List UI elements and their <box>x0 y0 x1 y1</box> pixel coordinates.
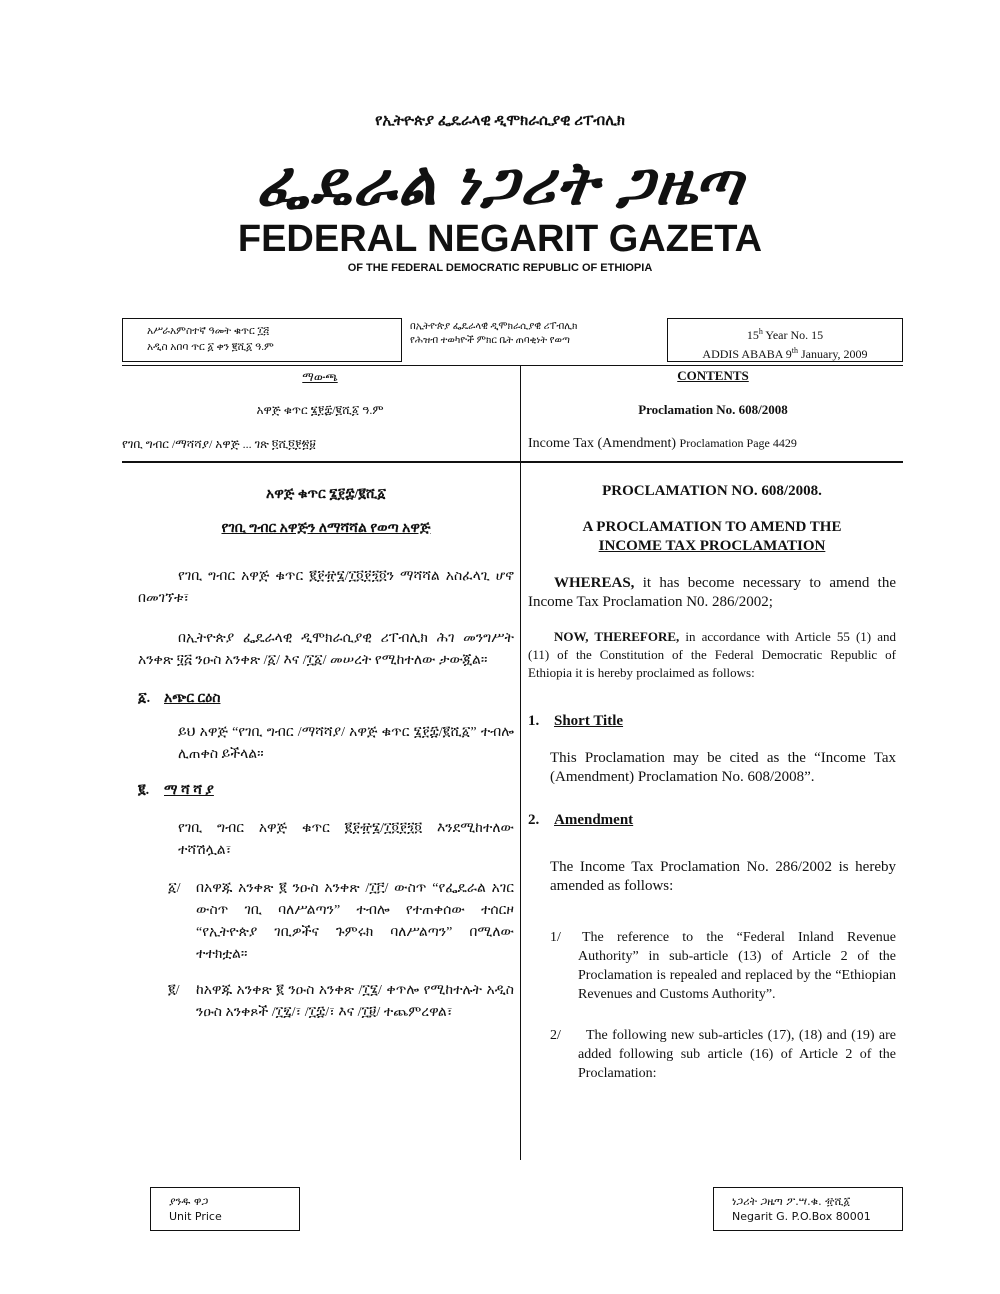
authority-line-1: በኢትዮጵያ ፌዴራላዊ ዲሞክራሲያዊ ሪፐብሊክ <box>410 321 578 332</box>
amharic-whereas: የገቢ ግብር አዋጅ ቁጥር ፪፻፹፮/፲፬፻፺፬ን ማሻሻል አስፈላጊ ሆኖ በመገኘቱ፣ <box>138 569 514 606</box>
contents-heading: CONTENTS <box>677 368 749 383</box>
po-box-amharic: ነጋሪት ጋዜጣ ፖ.ሣ.ቁ. ፹ሺ፩ <box>732 1195 851 1208</box>
contents-heading-amharic: ማውጫ <box>302 370 338 384</box>
english-now-therefore: NOW, THEREFORE, in accordance with Article 55 (1) and (11) of the Constitution of the Federal Democratic Republic of Ethiopia it is hereby proclaimed as follows: <box>528 629 896 680</box>
issue-info-amharic-box <box>122 318 402 362</box>
english-section-2-text: The Income Tax Proclamation No. 286/2002 is hereby amended as follows: <box>550 859 896 894</box>
unit-price-label: Unit Price <box>169 1210 222 1223</box>
english-section-1-text: This Proclamation may be cited as the “Income Tax (Amendment) Proclamation No. 608/2008”. <box>550 750 896 785</box>
amharic-section-1-text: ይህ አዋጅ “የገቢ ግብር /ማሻሻያ/ አዋጅ ቁጥር ፮፻፰/፪ሺ፩” ተብሎ ሊጠቀስ ይችላል። <box>178 725 514 762</box>
issue-line-1: አሥራአምስተኛ ዓመት ቁጥር ፲፭ <box>147 326 270 337</box>
masthead-amharic-title: ፌዴራል ነጋሪት ጋዜጣ <box>256 151 744 217</box>
amharic-proc-number: አዋጅ ቁጥር ፮፻፰/፪ሺ፩ <box>266 487 386 502</box>
amharic-item-1: ፩/ በአዋጁ አንቀጽ ፪ ንዑስ አንቀጽ /፲፫/ ውስጥ “የፌዴራል አገር ውስጥ ገቢ ባለሥልጣን” ተብሎ የተጠቀሰው ተሰርዞ “የኢትዮጵያ ገቢዎችና ጉምሩክ ባለሥልጣን” በሚለው ተተክቷል። <box>168 881 514 962</box>
english-section-1-title: 1. Short Title <box>528 713 624 729</box>
po-box-label: Negarit G. P.O.Box 80001 <box>732 1210 871 1223</box>
unit-price-box <box>150 1187 300 1231</box>
contents-entry: Income Tax (Amendment) Proclamation Page 4429 <box>528 436 797 451</box>
english-section-2-title: 2. Amendment <box>528 812 634 828</box>
amharic-section-2-text: የገቢ ግብር አዋጅ ቁጥር ፪፻፹፮/፲፬፻፺፬ እንደሚከተለው ተሻሽሏል፣ <box>178 821 514 858</box>
unit-price-amharic: ያንዱ ዋጋ <box>169 1195 209 1208</box>
authority-statement <box>406 318 668 362</box>
issue-line-2: አዲስ አበባ ጥር ፩ ቀን ፪ሺ፩ ዓ.ም <box>147 342 274 353</box>
masthead-amharic-line: የኢትዮጵያ ፌዴራላዊ ዲሞክራሲያዊ ሪፐብሊክ <box>375 113 625 129</box>
english-proc-number: PROCLAMATION NO. 608/2008. <box>602 483 822 499</box>
gazette-title: FEDERAL NEGARIT GAZETA <box>237 218 763 260</box>
amharic-now-therefore: በኢትዮጵያ ፌዴራላዊ ዲሞክራሲያዊ ሪፐብሊክ ሕገ መንግሥት አንቀጽ ፶፭ ንዑስ አንቀጽ /፩/ እና /፲፩/ መሠረት የሚከተለው ታውጇል። <box>138 631 514 668</box>
amharic-proc-title: የገቢ ግብር አዋጅን ለማሻሻል የወጣ አዋጅ <box>221 521 431 536</box>
amharic-section-1-title: ፩. አጭር ርዕስ <box>138 691 221 706</box>
english-item-2: 2/ The following new sub-articles (17), (18) and (19) are added following sub article (16) of Article 2 of the Proclamation: <box>550 1028 896 1081</box>
amharic-section-2-title: ፪. ማ ሻ ሻ ያ <box>138 783 214 798</box>
year-number: 15$^h$ Year No. 15 <box>746 327 824 342</box>
top-rule <box>122 365 903 366</box>
issue-date: ADDIS ABABA 9th January, 2009 <box>702 346 868 361</box>
english-title-line-1: A PROCLAMATION TO AMEND THE <box>582 519 842 535</box>
english-item-1: 1/ The reference to the “Federal Inland Revenue Authority” in sub-article (13) of Article 2 of the Proclamation is repealed and replaced by the “Ethiopian Revenues and Customs Authority”. <box>550 930 896 1002</box>
po-box-box <box>713 1187 903 1231</box>
column-divider <box>520 365 521 1160</box>
contents-proc: Proclamation No. 608/2008 <box>638 402 788 417</box>
contents-proc-amharic: አዋጅ ቁጥር ፮፻፰/፪ሺ፩ ዓ.ም <box>256 403 384 417</box>
amharic-column <box>138 482 514 1024</box>
english-column <box>528 482 896 1083</box>
english-whereas: WHEREAS, it has become necessary to amend the Income Tax Proclamation N0. 286/2002; <box>528 575 896 610</box>
issue-info-english-box <box>667 318 903 362</box>
english-title-line-2: INCOME TAX PROCLAMATION <box>598 538 826 554</box>
contents-rule <box>122 461 903 463</box>
amharic-item-2: ፪/ ከአዋጁ አንቀጽ ፪ ንዑስ አንቀጽ /፲፮/ ቀጥሎ የሚከተሉት አዲስ ንዑስ አንቀጾች /፲፯/፣ /፲፰/፣ እና /፲፱/ ተጨምረዋል፣ <box>168 983 514 1020</box>
authority-line-2: የሕዝብ ተወካዮች ምክር ቤት ጠባቂነት የወጣ <box>410 335 570 346</box>
gazette-subtitle: OF THE FEDERAL DEMOCRATIC REPUBLIC OF ETHIOPIA <box>347 262 653 274</box>
contents-entry-amharic: የገቢ ግብር /ማሻሻያ/ አዋጅ ... ገጽ ፬ሺ፬፻፳፱ <box>122 437 316 451</box>
